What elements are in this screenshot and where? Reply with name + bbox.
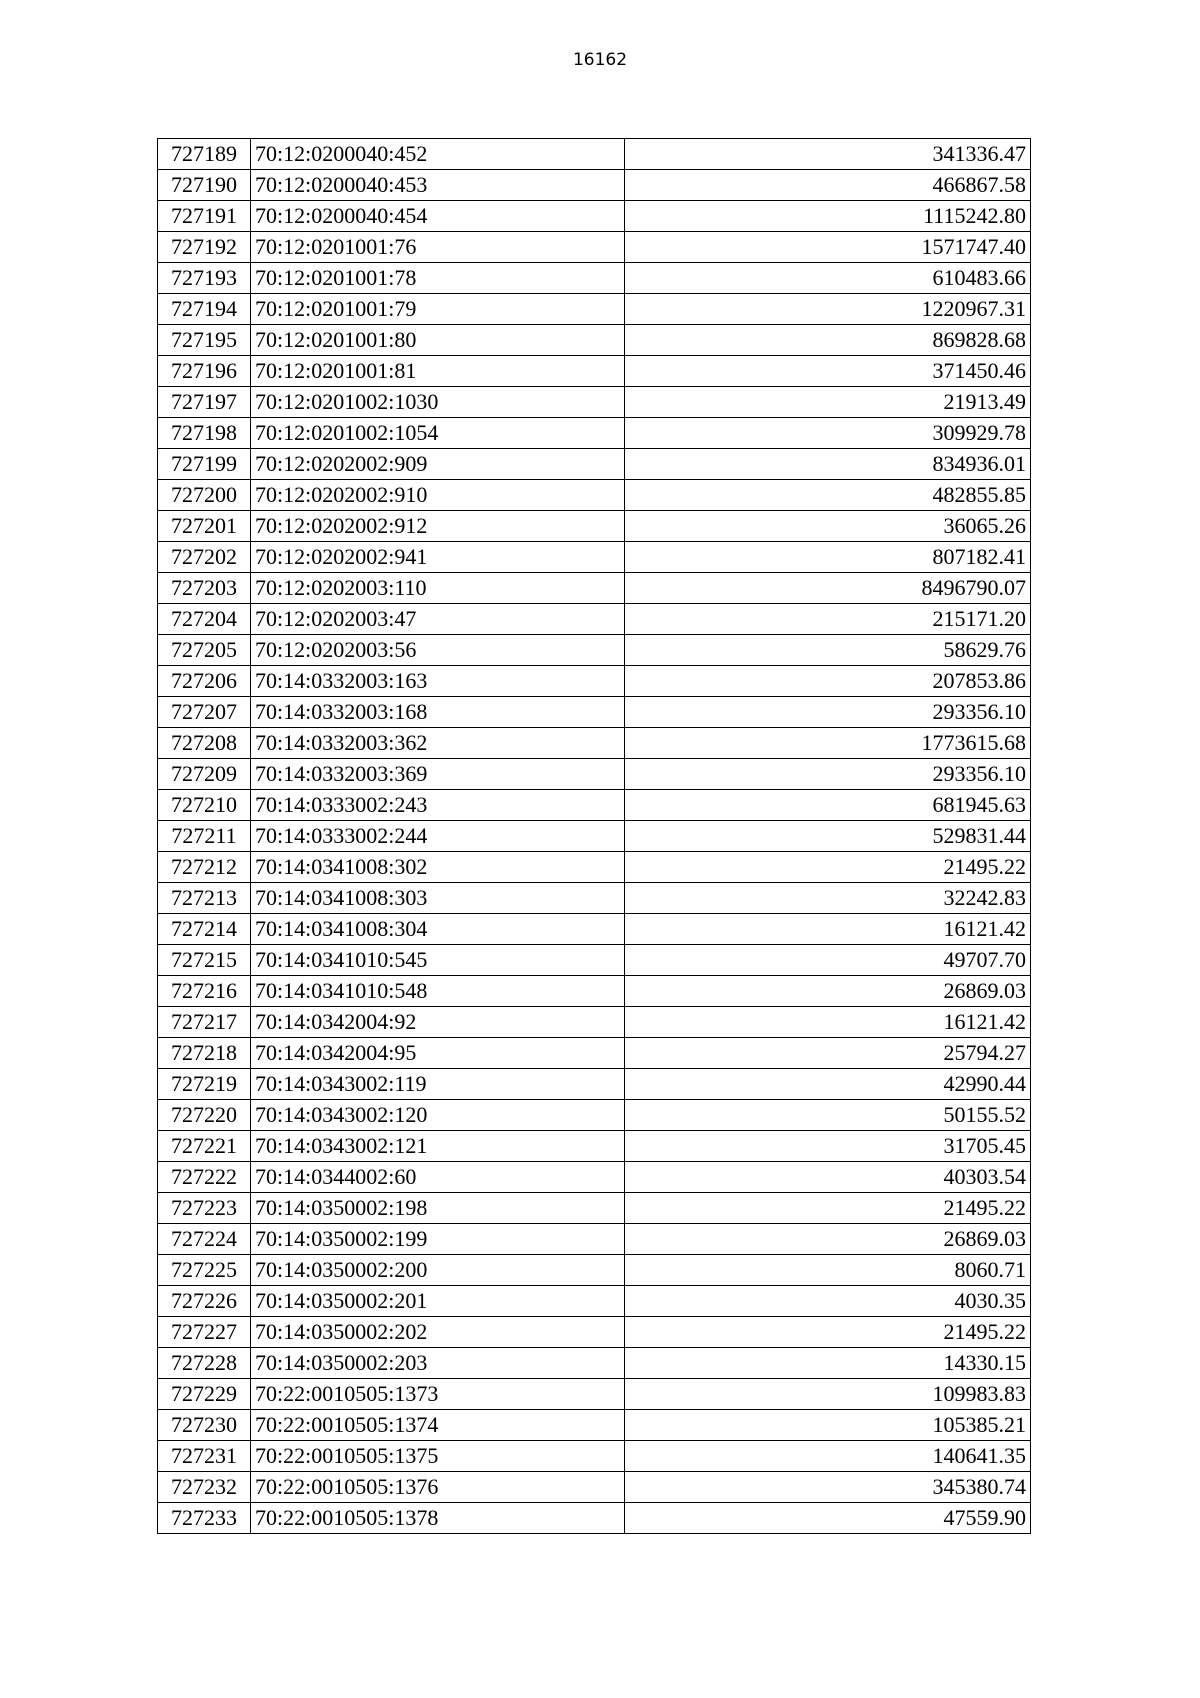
table-row: [158, 294, 1031, 325]
cadastral-number-cell: 70:12:0202002:909: [251, 449, 625, 480]
cadastral-number-cell: 70:22:0010505:1373: [251, 1379, 625, 1410]
table-row: [158, 1193, 1031, 1224]
cadastral-number-cell: 70:14:0343002:119: [251, 1069, 625, 1100]
cadastral-number-cell: 70:14:0341008:304: [251, 914, 625, 945]
value-cell: 50155.52: [625, 1100, 1031, 1131]
value-cell: 21495.22: [625, 1317, 1031, 1348]
table-row: [158, 1348, 1031, 1379]
cadastral-number-cell: 70:14:0332003:362: [251, 728, 625, 759]
row-number-cell: 727215: [158, 945, 251, 976]
value-cell: 1115242.80: [625, 201, 1031, 232]
row-number-cell: 727195: [158, 325, 251, 356]
cadastral-number-cell: 70:12:0202002:912: [251, 511, 625, 542]
cadastral-number-cell: 70:12:0202002:941: [251, 542, 625, 573]
row-number-cell: 727225: [158, 1255, 251, 1286]
table-row: [158, 1069, 1031, 1100]
value-cell: 26869.03: [625, 976, 1031, 1007]
value-cell: 529831.44: [625, 821, 1031, 852]
row-number-cell: 727191: [158, 201, 251, 232]
cadastral-number-cell: 70:14:0332003:369: [251, 759, 625, 790]
row-number-cell: 727207: [158, 697, 251, 728]
table-row: [158, 418, 1031, 449]
cadastral-number-cell: 70:12:0200040:452: [251, 139, 625, 170]
cadastral-number-cell: 70:14:0350002:203: [251, 1348, 625, 1379]
value-cell: 207853.86: [625, 666, 1031, 697]
table-row: [158, 666, 1031, 697]
table-row: [158, 449, 1031, 480]
cadastral-number-cell: 70:22:0010505:1376: [251, 1472, 625, 1503]
value-cell: 1220967.31: [625, 294, 1031, 325]
row-number-cell: 727189: [158, 139, 251, 170]
row-number-cell: 727212: [158, 852, 251, 883]
cadastral-number-cell: 70:12:0201001:80: [251, 325, 625, 356]
row-number-cell: 727201: [158, 511, 251, 542]
cadastral-number-cell: 70:14:0350002:199: [251, 1224, 625, 1255]
row-number-cell: 727218: [158, 1038, 251, 1069]
table-row: [158, 821, 1031, 852]
cadastral-number-cell: 70:14:0341010:548: [251, 976, 625, 1007]
row-number-cell: 727228: [158, 1348, 251, 1379]
row-number-cell: 727229: [158, 1379, 251, 1410]
cadastral-number-cell: 70:14:0341008:303: [251, 883, 625, 914]
row-number-cell: 727209: [158, 759, 251, 790]
cadastral-number-cell: 70:14:0343002:121: [251, 1131, 625, 1162]
cadastral-number-cell: 70:12:0202003:47: [251, 604, 625, 635]
value-cell: 8496790.07: [625, 573, 1031, 604]
value-cell: 16121.42: [625, 1007, 1031, 1038]
cadastral-number-cell: 70:14:0342004:92: [251, 1007, 625, 1038]
value-cell: 16121.42: [625, 914, 1031, 945]
table-row: [158, 697, 1031, 728]
table-row: [158, 1286, 1031, 1317]
row-number-cell: 727230: [158, 1410, 251, 1441]
table-row: [158, 635, 1031, 666]
value-cell: 466867.58: [625, 170, 1031, 201]
row-number-cell: 727221: [158, 1131, 251, 1162]
row-number-cell: 727217: [158, 1007, 251, 1038]
table-row: [158, 604, 1031, 635]
table-row: [158, 945, 1031, 976]
table-row: [158, 511, 1031, 542]
row-number-cell: 727204: [158, 604, 251, 635]
cadastral-number-cell: 70:12:0201001:79: [251, 294, 625, 325]
cadastral-number-cell: 70:14:0350002:202: [251, 1317, 625, 1348]
value-cell: 482855.85: [625, 480, 1031, 511]
table-row: [158, 1255, 1031, 1286]
table-row: [158, 542, 1031, 573]
value-cell: 109983.83: [625, 1379, 1031, 1410]
value-cell: 31705.45: [625, 1131, 1031, 1162]
table-row: [158, 1503, 1031, 1534]
cadastral-number-cell: 70:14:0333002:243: [251, 790, 625, 821]
cadastral-number-cell: 70:14:0343002:120: [251, 1100, 625, 1131]
row-number-cell: 727214: [158, 914, 251, 945]
table-row: [158, 480, 1031, 511]
cadastral-number-cell: 70:12:0202003:110: [251, 573, 625, 604]
row-number-cell: 727213: [158, 883, 251, 914]
table-row: [158, 263, 1031, 294]
value-cell: 807182.41: [625, 542, 1031, 573]
value-cell: 610483.66: [625, 263, 1031, 294]
row-number-cell: 727202: [158, 542, 251, 573]
row-number-cell: 727200: [158, 480, 251, 511]
row-number-cell: 727220: [158, 1100, 251, 1131]
row-number-cell: 727226: [158, 1286, 251, 1317]
row-number-cell: 727224: [158, 1224, 251, 1255]
table-row: [158, 232, 1031, 263]
value-cell: 869828.68: [625, 325, 1031, 356]
table-row: [158, 325, 1031, 356]
table-row: [158, 1100, 1031, 1131]
value-cell: 215171.20: [625, 604, 1031, 635]
row-number-cell: 727219: [158, 1069, 251, 1100]
table-row: [158, 1007, 1031, 1038]
value-cell: 21495.22: [625, 1193, 1031, 1224]
cadastral-number-cell: 70:12:0201001:76: [251, 232, 625, 263]
row-number-cell: 727206: [158, 666, 251, 697]
row-number-cell: 727210: [158, 790, 251, 821]
cadastral-number-cell: 70:12:0200040:453: [251, 170, 625, 201]
table-row: [158, 883, 1031, 914]
table-row: [158, 1162, 1031, 1193]
value-cell: 4030.35: [625, 1286, 1031, 1317]
row-number-cell: 727205: [158, 635, 251, 666]
table-row: [158, 1410, 1031, 1441]
row-number-cell: 727232: [158, 1472, 251, 1503]
cadastral-number-cell: 70:12:0202002:910: [251, 480, 625, 511]
value-cell: 8060.71: [625, 1255, 1031, 1286]
cadastral-number-cell: 70:14:0332003:163: [251, 666, 625, 697]
cadastral-number-cell: 70:14:0333002:244: [251, 821, 625, 852]
cadastral-number-cell: 70:22:0010505:1374: [251, 1410, 625, 1441]
row-number-cell: 727227: [158, 1317, 251, 1348]
row-number-cell: 727193: [158, 263, 251, 294]
value-cell: 341336.47: [625, 139, 1031, 170]
row-number-cell: 727223: [158, 1193, 251, 1224]
value-cell: 21495.22: [625, 852, 1031, 883]
cadastral-number-cell: 70:14:0350002:200: [251, 1255, 625, 1286]
table-row: [158, 1379, 1031, 1410]
value-cell: 105385.21: [625, 1410, 1031, 1441]
table-row: [158, 1224, 1031, 1255]
cadastral-number-cell: 70:12:0201001:78: [251, 263, 625, 294]
table-row: [158, 914, 1031, 945]
cadastral-number-cell: 70:22:0010505:1375: [251, 1441, 625, 1472]
row-number-cell: 727199: [158, 449, 251, 480]
row-number-cell: 727211: [158, 821, 251, 852]
value-cell: 1773615.68: [625, 728, 1031, 759]
cadastral-number-cell: 70:14:0350002:201: [251, 1286, 625, 1317]
value-cell: 309929.78: [625, 418, 1031, 449]
table-row: [158, 852, 1031, 883]
table-row: [158, 387, 1031, 418]
table-row: [158, 170, 1031, 201]
value-cell: 345380.74: [625, 1472, 1031, 1503]
row-number-cell: 727198: [158, 418, 251, 449]
row-number-cell: 727233: [158, 1503, 251, 1534]
value-cell: 36065.26: [625, 511, 1031, 542]
row-number-cell: 727190: [158, 170, 251, 201]
page-number: 16162: [572, 50, 628, 70]
value-cell: 25794.27: [625, 1038, 1031, 1069]
value-cell: 140641.35: [625, 1441, 1031, 1472]
table-row: [158, 728, 1031, 759]
cadastral-number-cell: 70:14:0342004:95: [251, 1038, 625, 1069]
table-row: [158, 976, 1031, 1007]
cadastral-number-cell: 70:14:0344002:60: [251, 1162, 625, 1193]
table-row: [158, 1317, 1031, 1348]
cadastral-number-cell: 70:22:0010505:1378: [251, 1503, 625, 1534]
value-cell: 834936.01: [625, 449, 1031, 480]
row-number-cell: 727222: [158, 1162, 251, 1193]
cadastral-number-cell: 70:14:0332003:168: [251, 697, 625, 728]
row-number-cell: 727216: [158, 976, 251, 1007]
cadastral-number-cell: 70:14:0341010:545: [251, 945, 625, 976]
row-number-cell: 727192: [158, 232, 251, 263]
row-number-cell: 727203: [158, 573, 251, 604]
cadastral-number-cell: 70:12:0200040:454: [251, 201, 625, 232]
table-row: [158, 790, 1031, 821]
value-cell: 40303.54: [625, 1162, 1031, 1193]
value-cell: 21913.49: [625, 387, 1031, 418]
value-cell: 47559.90: [625, 1503, 1031, 1534]
table-row: [158, 1038, 1031, 1069]
value-cell: 293356.10: [625, 697, 1031, 728]
table-row: [158, 356, 1031, 387]
value-cell: 293356.10: [625, 759, 1031, 790]
table-row: [158, 1131, 1031, 1162]
row-number-cell: 727208: [158, 728, 251, 759]
value-cell: 1571747.40: [625, 232, 1031, 263]
table-row: [158, 759, 1031, 790]
cadastral-number-cell: 70:12:0201002:1054: [251, 418, 625, 449]
cadastral-number-cell: 70:14:0350002:198: [251, 1193, 625, 1224]
cadastral-value-table: [157, 138, 1031, 1534]
value-cell: 32242.83: [625, 883, 1031, 914]
table-row: [158, 139, 1031, 170]
cadastral-number-cell: 70:14:0341008:302: [251, 852, 625, 883]
cadastral-number-cell: 70:12:0202003:56: [251, 635, 625, 666]
cadastral-number-cell: 70:12:0201002:1030: [251, 387, 625, 418]
row-number-cell: 727197: [158, 387, 251, 418]
row-number-cell: 727196: [158, 356, 251, 387]
value-cell: 49707.70: [625, 945, 1031, 976]
value-cell: 371450.46: [625, 356, 1031, 387]
value-cell: 58629.76: [625, 635, 1031, 666]
value-cell: 681945.63: [625, 790, 1031, 821]
table-row: [158, 1472, 1031, 1503]
cadastral-number-cell: 70:12:0201001:81: [251, 356, 625, 387]
value-cell: 14330.15: [625, 1348, 1031, 1379]
table-row: [158, 573, 1031, 604]
row-number-cell: 727194: [158, 294, 251, 325]
value-cell: 42990.44: [625, 1069, 1031, 1100]
value-cell: 26869.03: [625, 1224, 1031, 1255]
table-row: [158, 1441, 1031, 1472]
row-number-cell: 727231: [158, 1441, 251, 1472]
table-row: [158, 201, 1031, 232]
table-body: [158, 139, 1031, 1534]
